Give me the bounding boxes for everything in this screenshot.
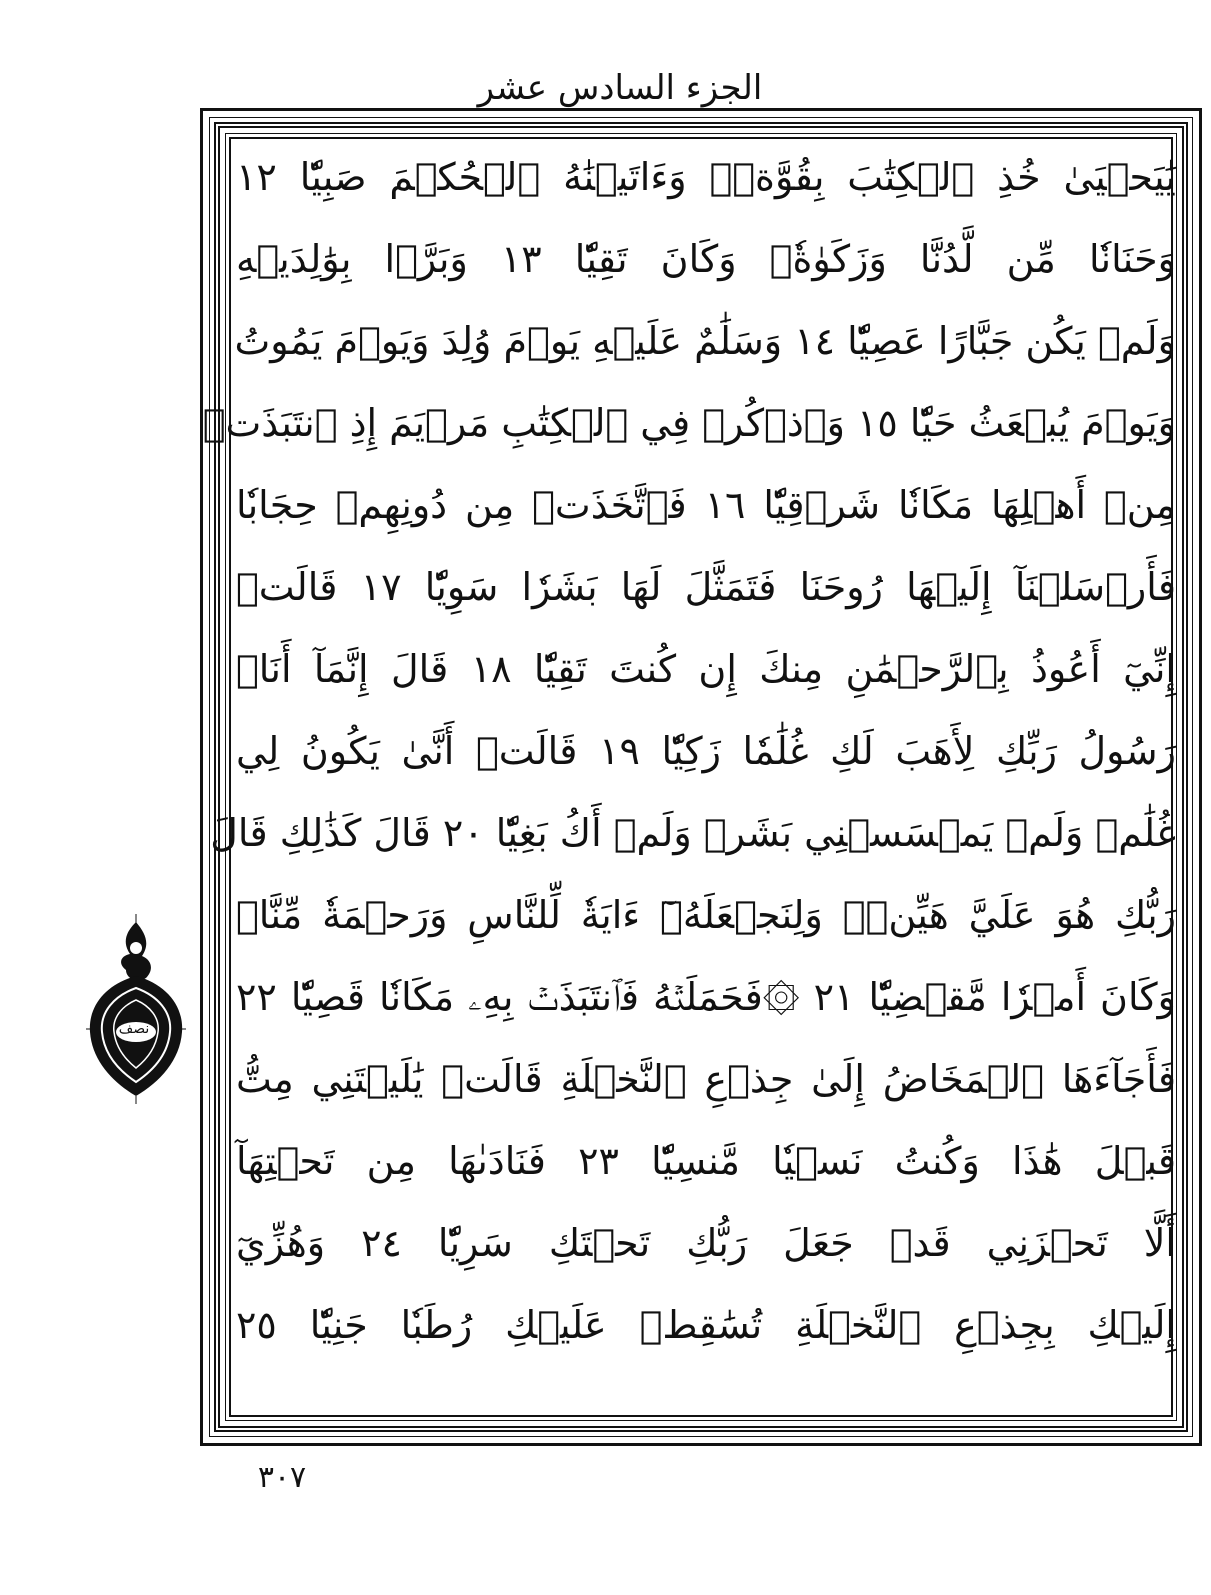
text-line-content: قَبۡلَ هَٰذَا وَكُنتُ نَسۡيٗا مَّنسِيّٗا ٢٣ فَنَادَىٰهَا مِن تَحۡتِهَآ: [236, 1139, 1176, 1183]
text-line-content: وَلَمۡ يَكُن جَبَّارًا عَصِيّٗا ١٤ وَسَلَٰمٌ عَلَيۡهِ يَوۡمَ وُلِدَ وَيَوۡمَ يَمُوتُ: [234, 319, 1176, 363]
text-line-content: فَأَرۡسَلۡنَآ إِلَيۡهَا رُوحَنَا فَتَمَثَّلَ لَهَا بَشَرٗا سَوِيّٗا ١٧ قَالَتۡ: [236, 565, 1176, 609]
text-line: [236, 468, 1176, 542]
text-line-content: مِنۡ أَهۡلِهَا مَكَانٗا شَرۡقِيّٗا ١٦ فَٱتَّخَذَتۡ مِن دُونِهِمۡ حِجَابٗا: [236, 483, 1177, 527]
page-number: ٣٠٧: [257, 1460, 307, 1495]
text-line-content: إِلَيۡكِ بِجِذۡعِ ٱلنَّخۡلَةِ تُسَٰقِطۡ عَلَيۡكِ رُطَبٗا جَنِيّٗا ٢٥: [236, 1303, 1176, 1347]
text-line-content: وَكَانَ أَمۡرٗا مَّقۡضِيّٗا ٢١ ۞فَحَمَلَتۡهُ فَٱنتَبَذَتۡ بِهِۦ مَكَانٗا قَصِيّٗا ٢٢: [236, 975, 1176, 1019]
text-line: [236, 550, 1176, 624]
text-line: [236, 1124, 1176, 1198]
text-line: [236, 1288, 1176, 1362]
juz-header-title: الجزء السادس عشر: [477, 68, 763, 108]
text-line-content: غُلَٰمٞ وَلَمۡ يَمۡسَسۡنِي بَشَرٞ وَلَمۡ أَكُ بَغِيّٗا ٢٠ قَالَ كَذَٰلِكِ قَالَ: [210, 811, 1176, 855]
text-line-content: فَأَجَآءَهَا ٱلۡمَخَاضُ إِلَىٰ جِذۡعِ ٱلنَّخۡلَةِ قَالَتۡ يَٰلَيۡتَنِي مِتُّ: [236, 1057, 1176, 1101]
text-line: [236, 140, 1176, 214]
text-line: [236, 960, 1176, 1034]
text-line-content: رَبُّكِ هُوَ عَلَيَّ هَيِّنٞۖ وَلِنَجۡعَلَهُۥٓ ءَايَةٗ لِّلنَّاسِ وَرَحۡمَةٗ مِّنَّاۚ: [236, 893, 1176, 937]
text-line-content: أَلَّا تَحۡزَنِي قَدۡ جَعَلَ رَبُّكِ تَحۡتَكِ سَرِيّٗا ٢٤ وَهُزِّيٓ: [236, 1221, 1176, 1265]
text-line-content: رَسُولُ رَبِّكِ لِأَهَبَ لَكِ غُلَٰمٗا زَكِيّٗا ١٩ قَالَتۡ أَنَّىٰ يَكُونُ لِي: [236, 729, 1176, 773]
hizb-medallion-icon: [86, 914, 186, 1104]
text-line: [236, 714, 1176, 788]
text-line-content: وَحَنَانٗا مِّن لَّدُنَّا وَزَكَوٰةٗۖ وَكَانَ تَقِيّٗا ١٣ وَبَرَّۢا بِوَٰلِدَيۡهِ: [236, 237, 1176, 281]
text-line: [236, 878, 1176, 952]
text-line: [236, 304, 1176, 378]
hizb-marker-label: نصف: [118, 1021, 150, 1037]
text-line-content: وَيَوۡمَ يُبۡعَثُ حَيّٗا ١٥ وَٱذۡكُرۡ فِي ٱلۡكِتَٰبِ مَرۡيَمَ إِذِ ٱنتَبَذَتۡ: [202, 401, 1176, 445]
text-line: [236, 222, 1176, 296]
text-line: [202, 386, 1176, 460]
quran-text-block: [202, 140, 1177, 1420]
text-line: [236, 632, 1176, 706]
text-line-content: يَٰيَحۡيَىٰ خُذِ ٱلۡكِتَٰبَ بِقُوَّةٖۖ وَءَاتَيۡنَٰهُ ٱلۡحُكۡمَ صَبِيّٗا ١٢: [236, 155, 1176, 199]
text-line: [236, 1042, 1176, 1116]
text-line-content: إِنِّيٓ أَعُوذُ بِٱلرَّحۡمَٰنِ مِنكَ إِن كُنتَ تَقِيّٗا ١٨ قَالَ إِنَّمَآ أَنَا۠: [236, 647, 1176, 691]
text-line: [210, 796, 1176, 870]
text-line: [236, 1206, 1176, 1280]
